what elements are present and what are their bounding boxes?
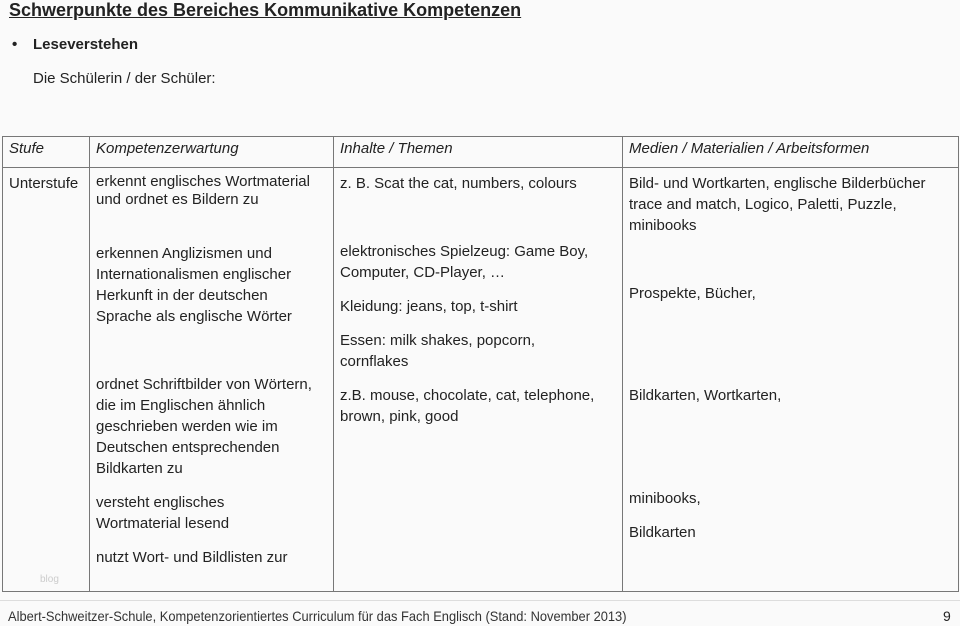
medien-item: Bildkarten bbox=[629, 524, 696, 541]
inhalte-item: Essen: milk shakes, popcorn, cornflakes bbox=[340, 332, 536, 370]
header-inhalte: Inhalte / Themen bbox=[340, 140, 453, 157]
inhalte-item: z. B. Scat the cat, numbers, colours bbox=[340, 175, 577, 192]
watermark: blog bbox=[40, 574, 59, 585]
medien-item: Bild- und Wortkarten, englische Bilderbücher trace and match, Logico, Paletti, Puzzle, minibooks bbox=[629, 175, 926, 234]
page-number: 9 bbox=[943, 608, 951, 624]
inhalte-item: Kleidung: jeans, top, t-shirt bbox=[340, 298, 518, 315]
page-title: Schwerpunkte des Bereiches Kommunikative Kompetenzen bbox=[9, 0, 522, 20]
kompetenz-item: versteht englisches Wortmaterial lesend bbox=[96, 494, 230, 532]
kompetenz-item: erkennen Anglizismen und Internationalismen englischer Herkunft in der deutschen Sprache als englische Wörter bbox=[96, 245, 292, 325]
section-bullet bbox=[12, 36, 138, 53]
kompetenz-item: erkennt englisches Wortmaterial und ordnet es Bildern zu bbox=[96, 173, 310, 208]
header-divider bbox=[2, 167, 959, 168]
header-stufe: Stufe bbox=[9, 140, 45, 157]
footer-divider bbox=[0, 600, 960, 601]
medien-item: Prospekte, Bücher, bbox=[629, 285, 756, 302]
intro-text: Die Schülerin / der Schüler: bbox=[33, 70, 216, 87]
bullet-symbol: • bbox=[12, 36, 18, 53]
header-kompetenzerwartung: Kompetenzerwartung bbox=[96, 140, 239, 157]
medien-item: minibooks, bbox=[629, 490, 701, 507]
kompetenz-item: nutzt Wort- und Bildlisten zur bbox=[96, 549, 288, 566]
cell-stufe: Unterstufe bbox=[9, 175, 79, 192]
table-border-top bbox=[2, 136, 959, 137]
medien-item: Bildkarten, Wortkarten, bbox=[629, 387, 782, 404]
col-border bbox=[622, 136, 623, 592]
inhalte-item: z.B. mouse, chocolate, cat, telephone, brown, pink, good bbox=[340, 387, 595, 425]
col-border bbox=[89, 136, 90, 592]
table-border-bottom bbox=[2, 591, 959, 592]
footer-text: Albert-Schweitzer-Schule, Kompetenzorientiertes Curriculum für das Fach Englisch (Stand: November 2013) bbox=[8, 608, 627, 624]
section-heading: Leseverstehen bbox=[33, 36, 139, 53]
inhalte-item: elektronisches Spielzeug: Game Boy, Computer, CD-Player, … bbox=[340, 243, 589, 281]
kompetenz-item: ordnet Schriftbilder von Wörtern, die im Englischen ähnlich geschrieben werden wie im Deutschen entsprechenden Bildkarten zu bbox=[96, 376, 312, 477]
col-border bbox=[2, 136, 3, 592]
col-border bbox=[333, 136, 334, 592]
header-medien: Medien / Materialien / Arbeitsformen bbox=[629, 140, 870, 157]
col-border bbox=[958, 136, 959, 592]
